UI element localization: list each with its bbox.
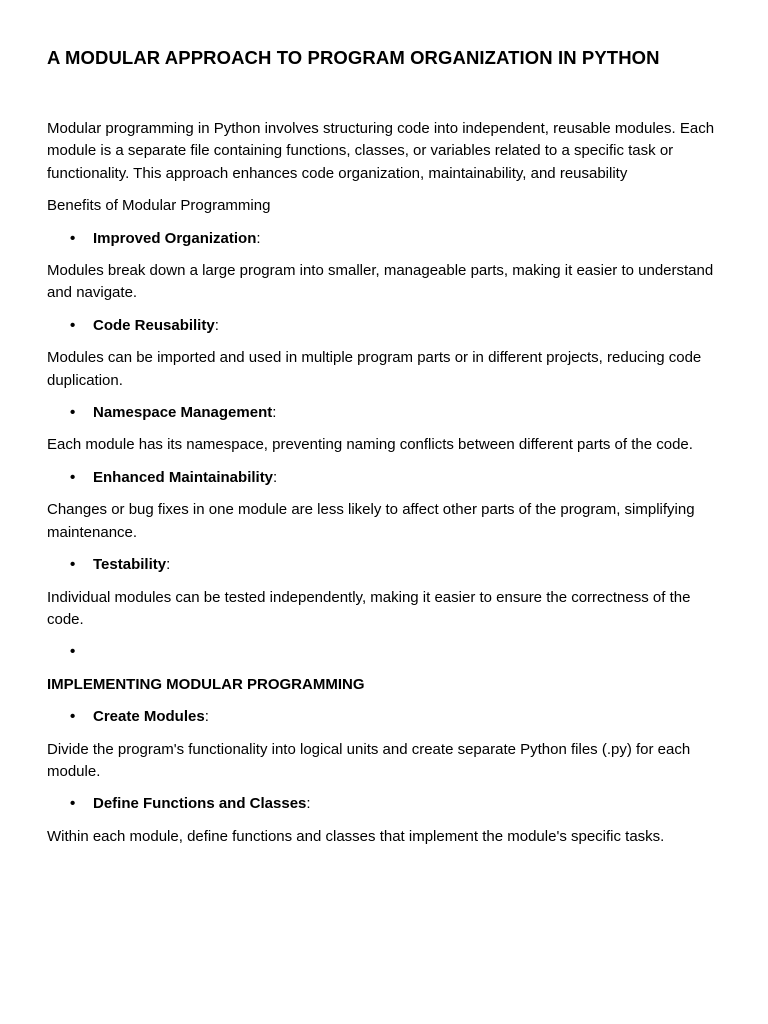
bullet-term: Define Functions and Classes <box>93 795 307 813</box>
bullet-term: Improved Organization <box>93 229 257 247</box>
bullet-description: Divide the program's functionality into logical units and create separate Python files (.py) for each module. <box>47 740 691 780</box>
bullet-item <box>47 228 729 250</box>
bullet-icon: • <box>70 229 76 247</box>
bullet-description: Changes or bug fixes in one module are less likely to affect other parts of the program, simplifying maintenance. <box>47 501 695 541</box>
bullet-icon: • <box>70 556 76 574</box>
bullet-colon: : <box>204 708 209 726</box>
bullet-term: Namespace Management <box>93 404 273 422</box>
bullet-term: Enhanced Maintainability <box>93 468 274 486</box>
bullet-term: Code Reusability <box>93 316 215 334</box>
bullet-colon: : <box>166 556 171 574</box>
bullet-description: Modules can be imported and used in multiple program parts or in different projects, reducing code duplication. <box>47 349 702 389</box>
bullet-colon: : <box>272 404 277 422</box>
bullet-icon: • <box>70 708 76 726</box>
bullet-description: Within each module, define functions and classes that implement the module's specific tasks. <box>47 827 665 845</box>
bullet-description: Individual modules can be tested independently, making it easier to ensure the correctness of the code. <box>47 588 691 628</box>
bullet-icon: • <box>70 643 76 661</box>
bullet-term: Testability <box>93 556 167 574</box>
bullet-icon: • <box>70 316 76 334</box>
bullet-item <box>47 793 729 815</box>
bullet-item <box>47 554 729 576</box>
implementing-heading: IMPLEMENTING MODULAR PROGRAMMING <box>47 675 365 693</box>
document-title: A MODULAR APPROACH TO PROGRAM ORGANIZATION IN PYTHON <box>47 47 660 68</box>
bullet-item <box>47 402 729 424</box>
bullet-description: Each module has its namespace, preventing naming conflicts between different parts of the code. <box>47 436 693 454</box>
bullet-term: Create Modules <box>93 708 205 726</box>
intro-paragraph: Modular programming in Python involves structuring code into independent, reusable modules. Each module is a separate file containing functions, classes, or variables related to a specific task or functionality. This approach enhances code organization, maintainability, and reusability <box>47 120 715 182</box>
bullet-description: Modules break down a large program into smaller, manageable parts, making it easier to understand and navigate. <box>47 262 714 302</box>
bullet-colon: : <box>214 316 219 334</box>
bullet-icon: • <box>70 468 76 486</box>
bullet-item <box>47 706 729 728</box>
bullet-colon: : <box>306 795 311 813</box>
bullet-icon: • <box>70 404 76 422</box>
bullet-colon: : <box>256 229 261 247</box>
benefits-heading: Benefits of Modular Programming <box>47 197 271 215</box>
empty-bullet-item <box>47 641 729 663</box>
bullet-item <box>47 467 729 489</box>
bullet-icon: • <box>70 795 76 813</box>
bullet-item <box>47 315 729 337</box>
bullet-colon: : <box>273 468 278 486</box>
document-body <box>47 118 729 858</box>
